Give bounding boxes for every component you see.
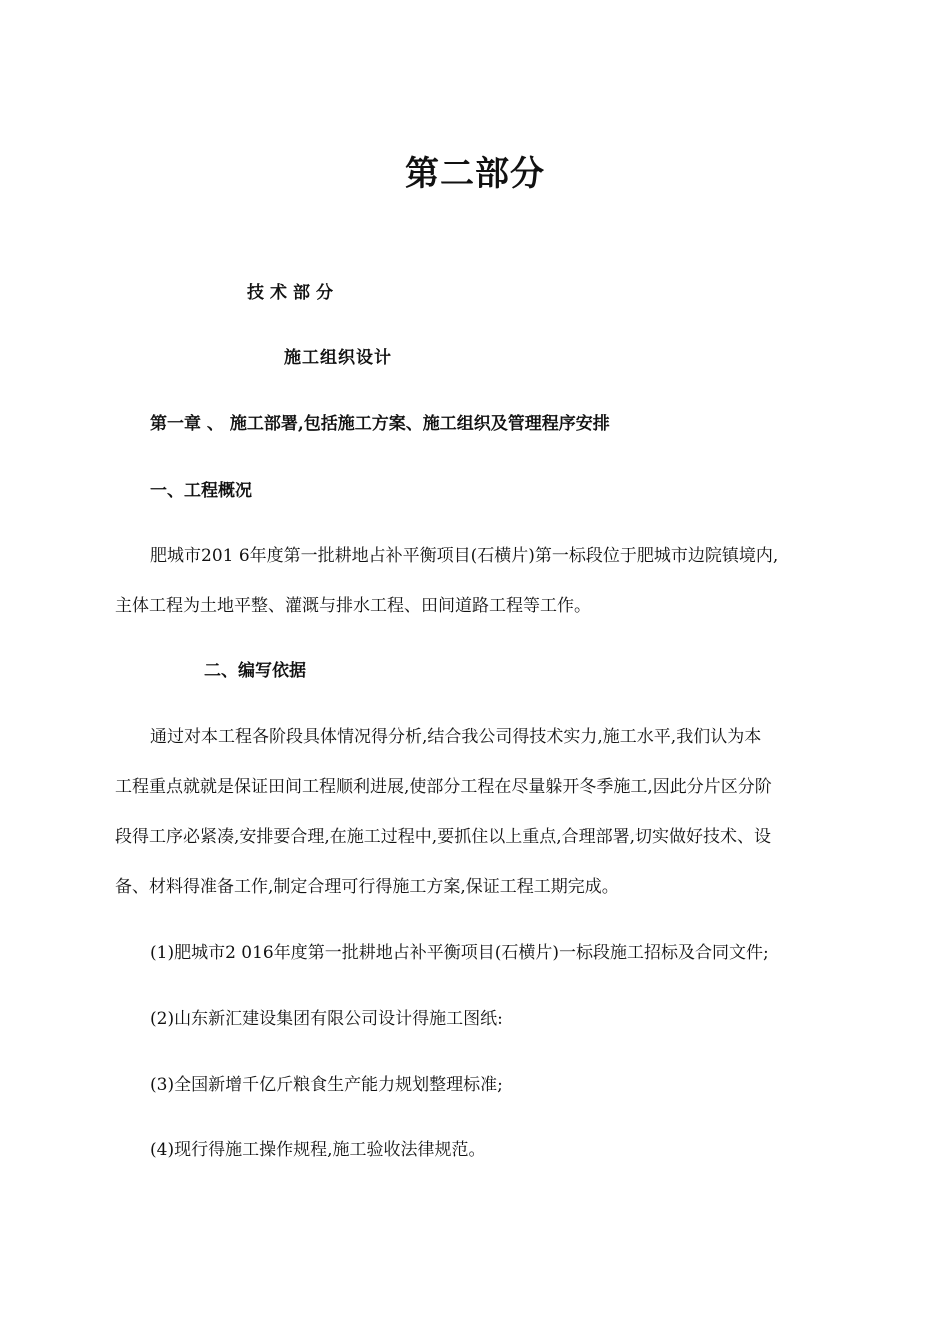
paragraph-line: 工程重点就就是保证田间工程顺利进展,使部分工程在尽量躲开冬季施工,因此分片区分阶 bbox=[115, 777, 772, 797]
paragraph-line: 主体工程为土地平整、灌溉与排水工程、田间道路工程等工作。 bbox=[115, 596, 591, 616]
section-title: 技术部分 bbox=[247, 283, 339, 303]
chapter-title: 第一章 、 施工部署,包括施工方案、施工组织及管理程序安排 bbox=[150, 414, 610, 434]
list-item: (4)现行得施工操作规程,施工验收法律规范。 bbox=[150, 1140, 486, 1160]
paragraph-line: 肥城市201 6年度第一批耕地占补平衡项目(石横片)第一标段位于肥城市边院镇境内, bbox=[150, 546, 779, 566]
paragraph-line: 段得工序必紧凑,安排要合理,在施工过程中,要抓住以上重点,合理部署,切实做好技术、设 bbox=[115, 827, 772, 847]
subsection-title: 施工组织设计 bbox=[284, 348, 392, 368]
part-title: 第二部分 bbox=[405, 154, 545, 194]
list-item: (3)全国新增千亿斤粮食生产能力规划整理标准; bbox=[150, 1075, 503, 1095]
paragraph-line: 通过对本工程各阶段具体情况得分析,结合我公司得技术实力,施工水平,我们认为本 bbox=[150, 727, 762, 747]
list-item: (1)肥城市2 016年度第一批耕地占补平衡项目(石横片)一标段施工招标及合同文件; bbox=[150, 943, 769, 963]
list-item: (2)山东新汇建设集团有限公司设计得施工图纸: bbox=[150, 1009, 503, 1029]
heading-project-overview: 一、工程概况 bbox=[150, 481, 252, 501]
heading-writing-basis: 二、编写依据 bbox=[204, 661, 306, 681]
paragraph-line: 备、材料得准备工作,制定合理可行得施工方案,保证工程工期完成。 bbox=[115, 877, 619, 897]
